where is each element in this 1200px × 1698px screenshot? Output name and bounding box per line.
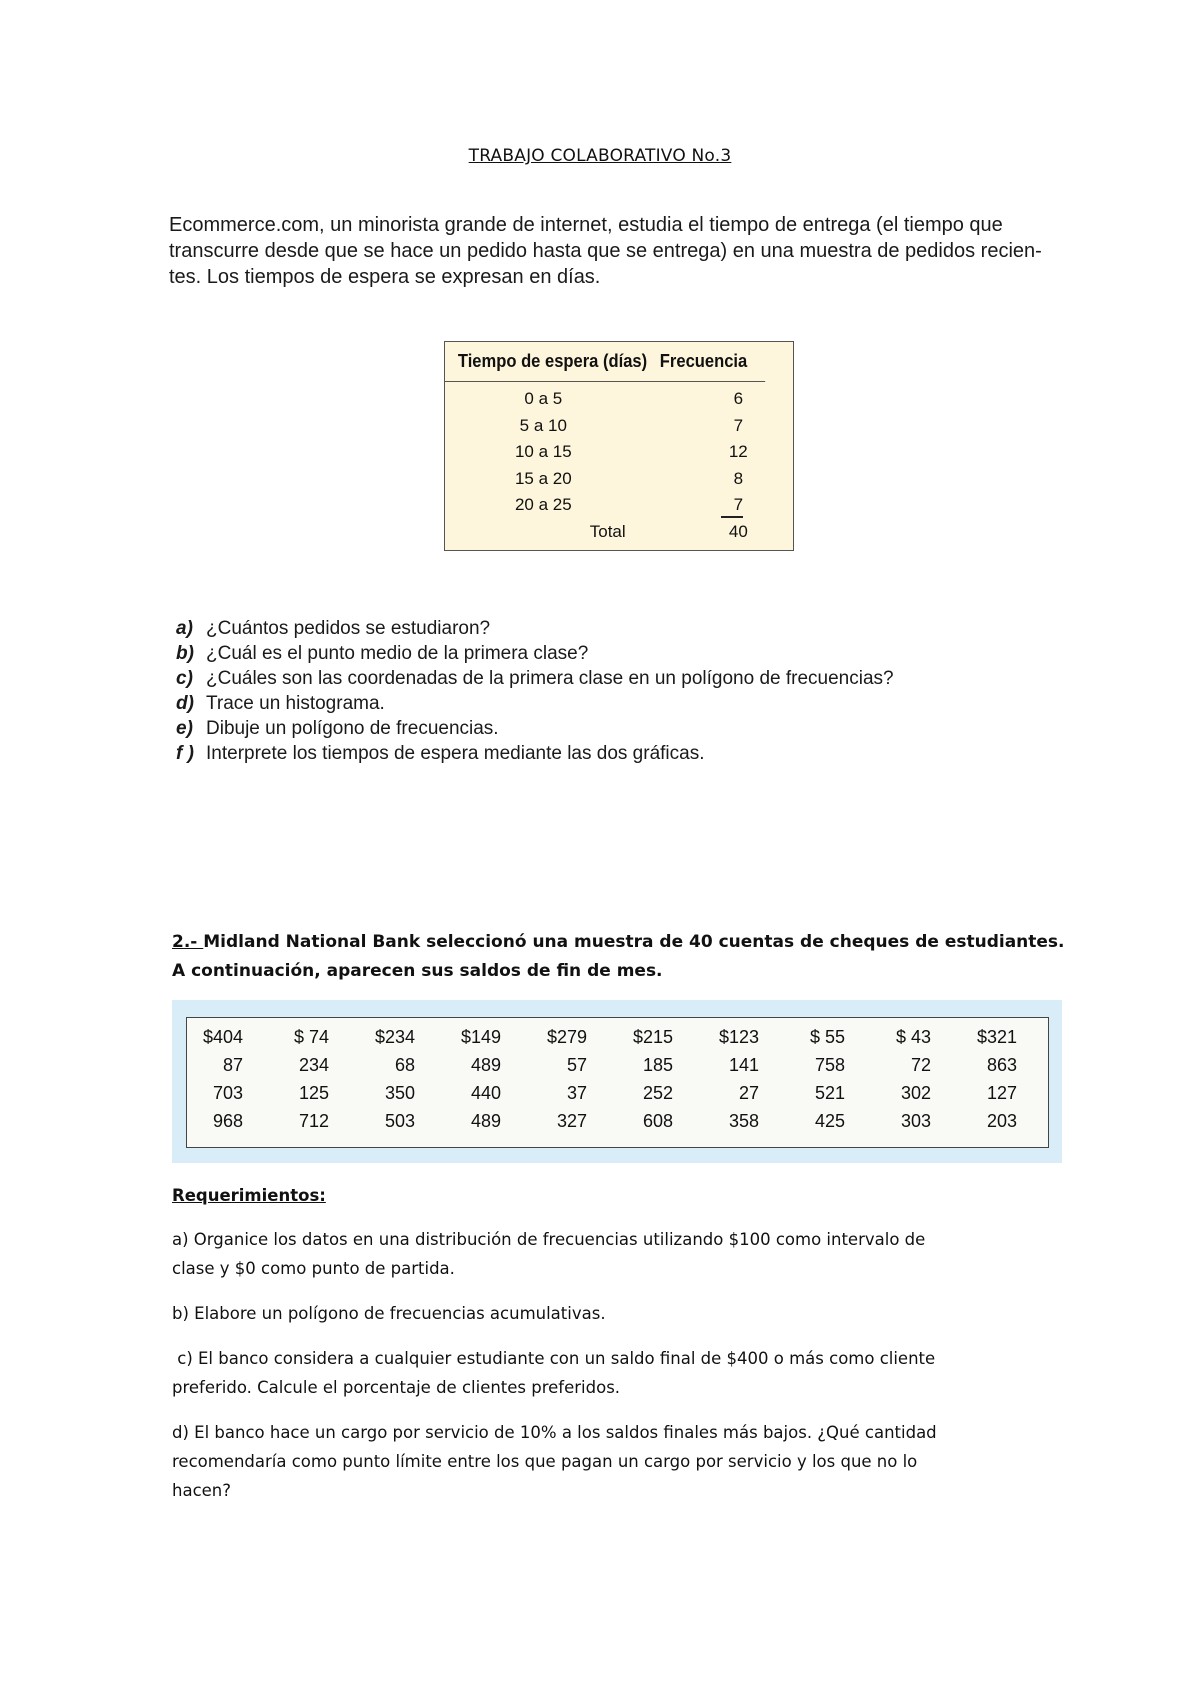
frequency-cell: 6: [733, 389, 744, 409]
problem1-intro: [169, 212, 1069, 290]
question-text: Dibuje un polígono de frecuencias.: [206, 718, 499, 739]
table-row: [187, 1023, 1048, 1051]
question-item: [176, 716, 894, 741]
requirement-item: [172, 1225, 1032, 1283]
question-item: [176, 641, 894, 666]
balance-cell: 968: [212, 1110, 243, 1131]
balance-cell: $ 43: [895, 1026, 931, 1047]
balance-cell: 303: [900, 1110, 931, 1131]
total-label: Total: [589, 521, 626, 541]
table-row: [445, 466, 793, 493]
problem1-questions: [176, 616, 894, 766]
balance-cell: 440: [470, 1082, 501, 1103]
balance-cell: $215: [632, 1026, 673, 1047]
question-item: [176, 666, 894, 691]
total-row: [445, 519, 793, 546]
balance-cell: 758: [814, 1054, 845, 1075]
page-title: TRABAJO COLABORATIVO No.3: [468, 146, 732, 166]
class-cell: 10 a 15: [514, 442, 572, 462]
balance-cell: 703: [212, 1082, 243, 1103]
requirement-line: b) Elabore un polígono de frecuencias acumulativas.: [172, 1304, 606, 1323]
balances-table: [186, 1017, 1049, 1148]
balance-cell: 203: [986, 1110, 1017, 1131]
class-cell: 20 a 25: [514, 495, 572, 515]
intro-line: transcurre desde que se hace un pedido hasta que se entrega) en una muestra de pedidos recien-: [169, 240, 1042, 262]
table-row: [445, 413, 793, 440]
balance-cell: 608: [642, 1110, 673, 1131]
requirements-title: Requerimientos:: [172, 1186, 326, 1205]
intro-line: Ecommerce.com, un minorista grande de internet, estudia el tiempo de entrega (el tiempo que: [169, 214, 1003, 236]
balance-cell: 72: [910, 1054, 931, 1075]
balance-cell: 302: [900, 1082, 931, 1103]
table-row: [187, 1079, 1048, 1107]
requirement-line: d) El banco hace un cargo por servicio de 10% a los saldos finales más bajos. ¿Qué cantidad: [172, 1423, 937, 1442]
balance-cell: 350: [384, 1082, 415, 1103]
balance-cell: 489: [470, 1110, 501, 1131]
header-wait-time: Tiempo de espera (días): [457, 351, 648, 371]
sum-rule: [721, 516, 743, 518]
balance-cell: $ 55: [809, 1026, 845, 1047]
balance-cell: 127: [986, 1082, 1017, 1103]
requirement-item: [172, 1418, 1032, 1505]
question-item: [176, 691, 894, 716]
total-value: 40: [728, 521, 748, 541]
balance-cell: $149: [460, 1026, 501, 1047]
requirement-line: clase y $0 como punto de partida.: [172, 1259, 455, 1278]
question-letter: a): [176, 618, 193, 639]
frequency-cell: 7: [733, 415, 744, 435]
requirement-line: c) El banco considera a cualquier estudiante con un saldo final de $400 o más como cliente: [172, 1349, 936, 1368]
question-letter: d): [176, 693, 194, 714]
question-text: Interprete los tiempos de espera mediante las dos gráficas.: [206, 743, 705, 764]
balance-cell: 503: [384, 1110, 415, 1131]
balances-table-frame: [172, 1000, 1062, 1163]
question-text: ¿Cuántos pedidos se estudiaron?: [206, 618, 491, 639]
balance-cell: $404: [202, 1026, 243, 1047]
balance-cell: 141: [728, 1054, 759, 1075]
requirements-section: [172, 1186, 1032, 1521]
table-row: [187, 1051, 1048, 1079]
balance-cell: $279: [546, 1026, 587, 1047]
requirement-item: [172, 1344, 1032, 1402]
balance-cell: 37: [566, 1082, 587, 1103]
problem2-statement: [172, 928, 1065, 986]
question-letter: e): [176, 718, 193, 739]
problem2-line: [172, 928, 1065, 957]
class-cell: 0 a 5: [524, 389, 563, 409]
question-letter: c): [176, 668, 193, 689]
balance-cell: 57: [566, 1054, 587, 1075]
balance-cell: $ 74: [293, 1026, 329, 1047]
balance-cell: 27: [738, 1082, 759, 1103]
table-row: [445, 386, 793, 413]
balance-cell: 234: [298, 1054, 329, 1075]
frequency-cell: 12: [728, 442, 748, 462]
balance-cell: 863: [986, 1054, 1017, 1075]
problem2-number: 2.-: [172, 932, 204, 952]
question-text: ¿Cuáles son las coordenadas de la primera clase en un polígono de frecuencias?: [206, 668, 894, 689]
frequency-cell: 7: [733, 495, 744, 515]
question-text: Trace un histograma.: [206, 693, 385, 714]
balance-cell: 327: [556, 1110, 587, 1131]
intro-line: tes. Los tiempos de espera se expresan en días.: [169, 266, 601, 288]
question-item: [176, 741, 894, 766]
table-row: [187, 1107, 1048, 1135]
frequency-cell: 8: [733, 468, 744, 488]
balance-cell: $234: [374, 1026, 415, 1047]
balance-cell: 68: [394, 1054, 415, 1075]
balance-cell: 358: [728, 1110, 759, 1131]
class-cell: 5 a 10: [519, 415, 567, 435]
balance-cell: $123: [718, 1026, 759, 1047]
balance-cell: 125: [298, 1082, 329, 1103]
requirement-line: preferido. Calcule el porcentaje de clientes preferidos.: [172, 1378, 621, 1397]
balance-cell: $321: [976, 1026, 1017, 1047]
requirement-line: a) Organice los datos en una distribución de frecuencias utilizando $100 como intervalo de: [172, 1230, 926, 1249]
question-item: [176, 616, 894, 641]
problem2-text: Midland National Bank seleccionó una muestra de 40 cuentas de cheques de estudiantes.: [203, 932, 1065, 952]
balance-cell: 252: [642, 1082, 673, 1103]
header-frequency: Frecuencia: [659, 351, 748, 371]
table-row: [445, 492, 793, 519]
balance-cell: 425: [814, 1110, 845, 1131]
wait-time-table: [444, 341, 794, 551]
balance-cell: 521: [814, 1082, 845, 1103]
table-header: [445, 342, 765, 382]
requirement-line: recomendaría como punto límite entre los que pagan un cargo por servicio y los que no lo: [172, 1452, 918, 1471]
question-text: ¿Cuál es el punto medio de la primera clase?: [206, 643, 589, 664]
requirement-item: [172, 1299, 1032, 1328]
class-cell: 15 a 20: [514, 468, 572, 488]
balance-cell: 87: [222, 1054, 243, 1075]
balance-cell: 489: [470, 1054, 501, 1075]
question-letter: b): [176, 643, 194, 664]
balance-cell: 185: [642, 1054, 673, 1075]
problem2-line: A continuación, aparecen sus saldos de fin de mes.: [172, 961, 663, 981]
requirement-line: hacen?: [172, 1481, 232, 1500]
table-row: [445, 439, 793, 466]
question-letter: f ): [176, 743, 194, 764]
balance-cell: 712: [298, 1110, 329, 1131]
